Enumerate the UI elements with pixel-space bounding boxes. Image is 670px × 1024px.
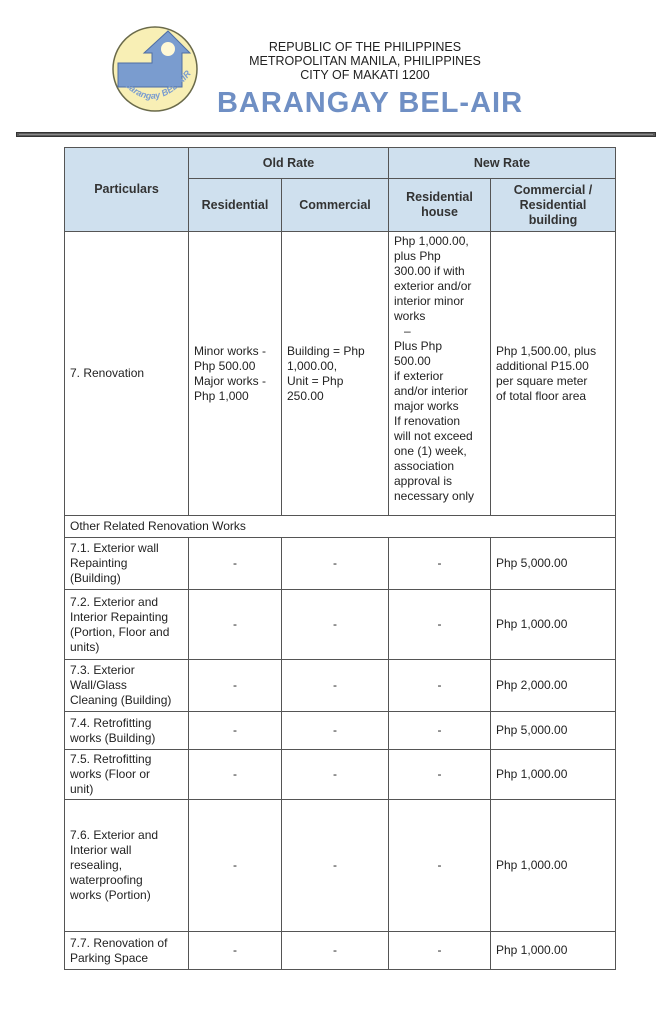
cell-line: will not exceed [394,429,473,443]
table-row [65,538,616,590]
cell-old-residential: - [189,932,282,970]
cell-new-residential: - [389,800,491,932]
cell-new-residential: - [389,590,491,660]
letterhead [0,0,670,125]
table-row [65,590,616,660]
cell-new-commercial: Php 1,000.00 [491,590,616,660]
cell-old-residential: - [189,800,282,932]
barangay-logo-icon [110,25,200,113]
cell-old-residential: - [189,712,282,750]
header-old-rate: Old Rate [189,148,389,179]
table-row [65,750,616,800]
cell-line: one (1) week, [394,444,467,458]
cell-particular: 7.1. Exterior wall Repainting (Building) [65,538,189,590]
cell-line: approval is [394,474,453,488]
cell-new-commercial: Php 1,000.00 [491,750,616,800]
cell-old-commercial: - [282,660,389,712]
cell-old-residential: - [189,590,282,660]
section-row [65,516,616,538]
cell-line: If renovation [394,414,461,428]
cell-new-residential: - [389,750,491,800]
cell-new-residential: - [389,712,491,750]
cell-line: if exterior [394,369,444,383]
cell-line: association [394,459,455,473]
cell-new-commercial: Php 1,000.00 [491,800,616,932]
table-row [65,800,616,932]
cell-line: necessary only [394,489,475,503]
cell-particular: 7.4. Retrofitting works (Building) [65,712,189,750]
header-particulars: Particulars [65,148,189,232]
cell-particular: 7.7. Renovation of Parking Space [65,932,189,970]
cell-line: works [394,309,426,323]
cell-new-residential: - [389,538,491,590]
cell-old-commercial: - [282,538,389,590]
header-line-republic: REPUBLIC OF THE PHILIPPINES [268,40,462,54]
cell-line: major works [394,399,459,413]
table-row-renovation [65,232,616,516]
cell-new-commercial: Php 1,000.00 [491,932,616,970]
cell-line: plus Php [394,249,441,263]
logo-text: Barangay BEL-AIR [122,68,193,101]
cell-old-commercial: Building = Php 1,000.00, Unit = Php 250.00 [282,232,389,516]
section-label: Other Related Renovation Works [65,516,616,538]
table-row [65,660,616,712]
cell-particular: 7.6. Exterior and Interior wall resealing, waterproofing works (Portion) [65,800,189,932]
cell-new-residential: - [389,932,491,970]
cell-particular: 7. Renovation [65,232,189,516]
cell-new-commercial: Php 5,000.00 [491,538,616,590]
cell-old-commercial: - [282,590,389,660]
table-row [65,712,616,750]
header-old-residential: Residential [189,179,282,232]
cell-line: Php 1,000.00, [394,234,469,248]
cell-line: – [404,324,411,338]
cell-old-commercial: - [282,800,389,932]
government-header [200,40,530,82]
cell-line: Plus Php [394,339,443,353]
table-row [65,932,616,970]
cell-old-commercial: - [282,750,389,800]
cell-old-residential: - [189,750,282,800]
barangay-title: BARANGAY BEL-AIR [216,87,524,119]
cell-new-residential: - [389,660,491,712]
cell-new-commercial: Php 5,000.00 [491,712,616,750]
renovation-fee-table [64,147,616,970]
cell-old-residential: - [189,538,282,590]
header-line-city: CITY OF MAKATI 1200 [300,68,430,82]
cell-particular: 7.2. Exterior and Interior Repainting (Portion, Floor and units) [65,590,189,660]
cell-particular: 7.3. Exterior Wall/Glass Cleaning (Building) [65,660,189,712]
cell-line: and/or interior [394,384,469,398]
cell-new-commercial: Php 2,000.00 [491,660,616,712]
cell-old-residential: Minor works - Php 500.00 Major works - Php 1,000 [189,232,282,516]
cell-line: 500.00 [394,354,431,368]
cell-line: exterior and/or [394,279,472,293]
header-new-residential: Residential house [389,179,491,232]
header-line-metro: METROPOLITAN MANILA, PHILIPPINES [249,54,481,68]
cell-new-residential [389,232,491,516]
cell-line: interior minor [394,294,465,308]
header-new-rate: New Rate [389,148,616,179]
header-divider [16,132,656,137]
cell-old-commercial: - [282,932,389,970]
header-new-commercial: Commercial / Residential building [491,179,616,232]
cell-line: 300.00 if with [394,264,465,278]
cell-new-commercial: Php 1,500.00, plus additional P15.00 per square meter of total floor area [491,232,616,516]
cell-old-residential: - [189,660,282,712]
cell-old-commercial: - [282,712,389,750]
header-old-commercial: Commercial [282,179,389,232]
cell-particular: 7.5. Retrofitting works (Floor or unit) [65,750,189,800]
